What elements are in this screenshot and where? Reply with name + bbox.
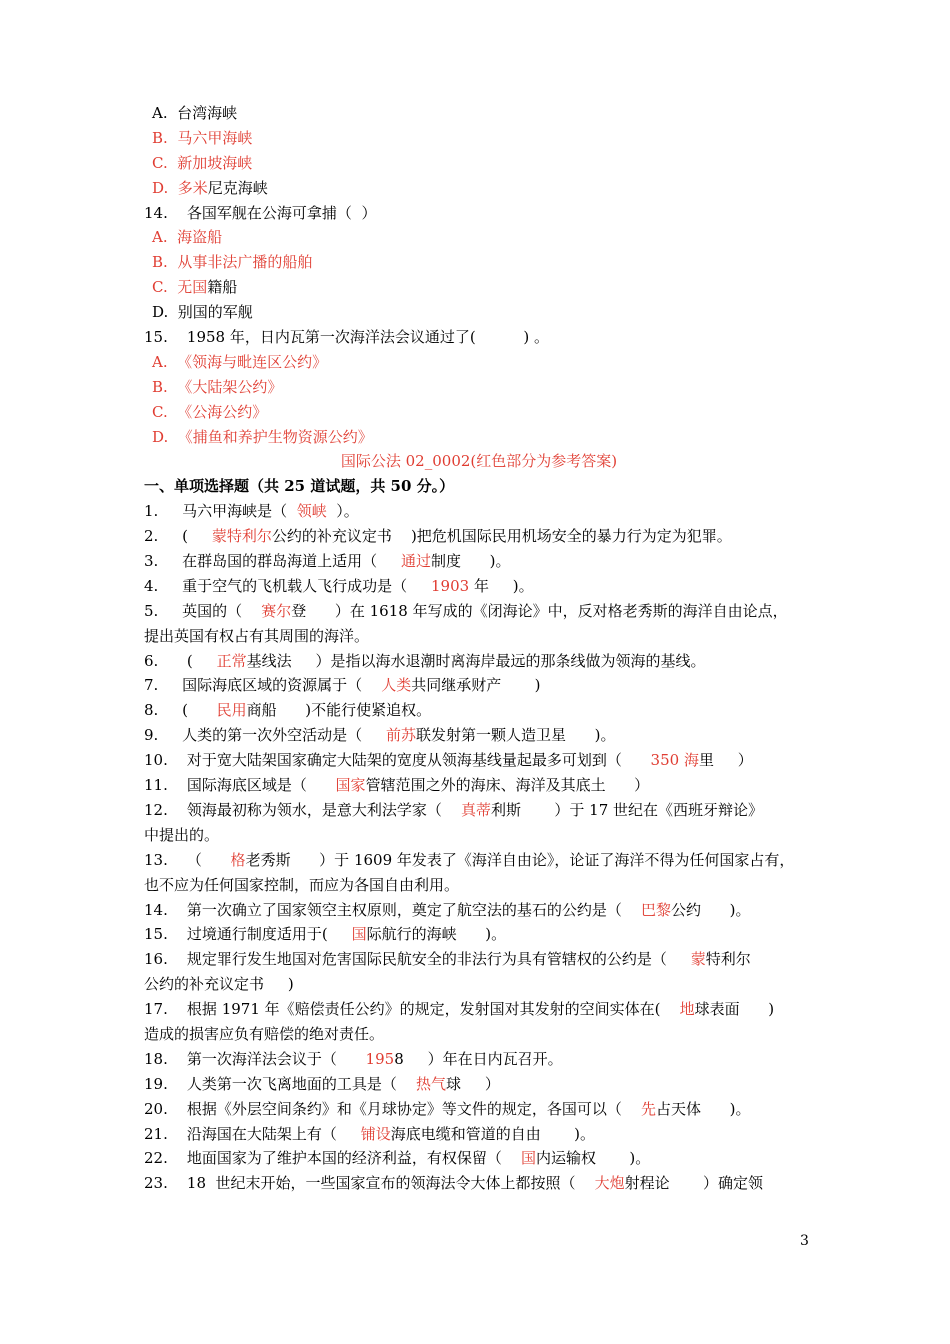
line-text: 9. 人类的第一次外空活动是（ — [144, 726, 386, 745]
line-text: 8 ）年在日内瓦召开。 — [394, 1049, 563, 1068]
text-line — [144, 624, 814, 649]
line-text: 15. 1958 年，日内瓦第一次海洋法会议通过了( ) 。 — [144, 328, 550, 347]
line-text: 里 ） — [698, 751, 753, 770]
line-text: 22. 地面国家为了维护本国的经济利益，有权保留（ — [144, 1149, 522, 1168]
answer-text: C. 《公海公约》 — [152, 402, 268, 421]
line-text: 造成的损害应负有赔偿的绝对责任。 — [144, 1024, 385, 1043]
text-line — [144, 1122, 814, 1147]
text-line — [144, 1146, 814, 1171]
text-line — [144, 1047, 814, 1072]
line-text: 尼克海峡 — [207, 178, 268, 197]
line-text: 7. 国际海底区域的资源属于（ — [144, 676, 382, 695]
answer-text: D. 多米 — [152, 178, 208, 197]
line-text: 海底电缆和管道的自由 )。 — [390, 1124, 596, 1143]
answer-text: 热气 — [416, 1074, 447, 1093]
text-line — [144, 947, 814, 972]
text-line — [144, 350, 814, 375]
text-line — [144, 126, 814, 151]
line-text: 10. 对于宽大陆架国家确定大陆架的宽度从领海基线量起最多可划到（ — [144, 751, 651, 770]
page-number: 3 — [800, 1233, 809, 1249]
line-text: 16. 规定罪行发生地国对危害国际民航安全的非法行为具有管辖权的公约是（ — [144, 950, 691, 969]
line-text: 利斯 ）于 17 世纪在《西班牙辩论》 — [491, 800, 764, 819]
line-text: 2. ( — [144, 527, 212, 546]
text-line — [144, 972, 814, 997]
line-text: 19. 人类第一次飞离地面的工具是（ — [144, 1074, 417, 1093]
line-text: 公约的补充议定书 )把危机国际民用机场安全的暴力行为定为犯罪。 — [271, 527, 732, 546]
text-line — [144, 176, 814, 201]
text-line — [144, 1171, 814, 1196]
line-text: 6. ( — [144, 651, 217, 670]
answer-text: C. 新加坡海峡 — [152, 153, 253, 172]
answer-text: 国家 — [335, 776, 366, 795]
line-text: 公约 )。 — [671, 900, 751, 919]
line-text: 射程论 ）确定领 — [624, 1174, 764, 1193]
text-line — [144, 922, 814, 947]
answer-text: B. 从事非法广播的船舶 — [152, 253, 313, 272]
line-text: 17. 根据 1971 年《赔偿责任公约》的规定，发射国对其发射的空间实体在( — [144, 1000, 680, 1019]
line-text: 年 )。 — [469, 576, 534, 595]
line-text: 特利尔 — [705, 950, 751, 969]
text-line — [144, 1097, 814, 1122]
line-text: 5. 英国的（ — [144, 601, 262, 620]
answer-text: 蒙特利尔 — [211, 527, 272, 546]
text-line — [144, 698, 814, 723]
line-text: 籍船 — [207, 278, 238, 297]
text-line — [144, 225, 814, 250]
line-text: 管辖范围之外的海床、海洋及其底土 ） — [365, 776, 650, 795]
text-line — [144, 574, 814, 599]
answer-text: 领峡 — [296, 502, 327, 521]
line-text: A. 台湾海峡 — [152, 104, 238, 122]
text-line — [144, 275, 814, 300]
answer-text: D. 《捕鱼和养护生物资源公约》 — [152, 427, 373, 446]
line-text: 8. ( — [144, 701, 217, 720]
line-text: 公约的补充议定书 ) — [144, 975, 294, 994]
line-text: 3. 在群岛国的群岛海道上适用（ — [144, 552, 401, 571]
text-line — [144, 997, 814, 1022]
answer-text: 真蒂 — [461, 800, 492, 819]
answer-text: 195 — [365, 1049, 395, 1068]
line-text: 14. 各国军舰在公海可拿捕（ ） — [144, 203, 377, 222]
text-line — [144, 748, 814, 773]
answer-text: 大炮 — [594, 1174, 625, 1193]
text-line — [144, 848, 814, 873]
answer-text: 格 — [230, 850, 246, 869]
text-line — [144, 673, 814, 698]
text-line — [144, 599, 814, 624]
answer-text: A. 《领海与毗连区公约》 — [152, 352, 328, 371]
answer-text: 民用 — [216, 701, 247, 720]
answer-text: 国 — [351, 925, 367, 944]
line-text: 制度 )。 — [431, 552, 511, 571]
line-text: 1. 马六甲海峡是（ — [144, 502, 297, 521]
text-line — [144, 101, 814, 126]
text-line — [144, 250, 814, 275]
document-body — [144, 101, 814, 1196]
text-line — [144, 375, 814, 400]
line-text: 商船 )不能行使紧追权。 — [246, 701, 432, 720]
answer-text: 通过 — [401, 552, 432, 571]
line-text: 23. 18 世纪末开始，一些国家宣布的领海法令大体上都按照（ — [144, 1174, 595, 1193]
line-text: 球表面 ) — [694, 1000, 775, 1019]
line-text: 15. 过境通行制度适用于( — [144, 925, 352, 944]
answer-text: B. 马六甲海峡 — [152, 128, 253, 147]
line-text: 内运输权 )。 — [536, 1149, 651, 1168]
answer-text: 正常 — [216, 651, 247, 670]
text-line — [144, 325, 814, 350]
text-line — [144, 1072, 814, 1097]
answer-text: A. 海盗船 — [152, 228, 223, 247]
line-text: 中提出的。 — [144, 825, 220, 844]
answer-text: 赛尔 — [261, 601, 292, 620]
line-text: 也不应为任何国家控制，而应为各国自由利用。 — [144, 875, 460, 894]
answer-text: C. 无国 — [152, 278, 208, 297]
line-text: 占天体 )。 — [656, 1099, 751, 1118]
line-text: ）。 — [326, 502, 359, 521]
line-text: 球 ） — [446, 1074, 500, 1093]
line-text: D. 别国的军舰 — [152, 303, 253, 322]
text-line — [144, 723, 814, 748]
text-line — [144, 873, 814, 898]
answer-text: 前苏 — [386, 726, 417, 745]
line-text: 际航行的海峡 )。 — [366, 925, 507, 944]
line-text: 18. 第一次海洋法会议于（ — [144, 1049, 366, 1068]
line-text: 13. （ — [144, 850, 231, 869]
text-line — [144, 823, 814, 848]
text-line — [144, 400, 814, 425]
answer-text: 国 — [521, 1149, 537, 1168]
line-text: 4. 重于空气的飞机载人飞行成功是（ — [144, 576, 431, 595]
answer-text: 巴黎 — [641, 900, 672, 919]
text-line — [144, 524, 814, 549]
text-line — [144, 898, 814, 923]
answer-text: 350 海 — [650, 751, 699, 770]
text-line — [144, 773, 814, 798]
text-line — [144, 449, 814, 474]
answer-text: 铺设 — [360, 1124, 391, 1143]
line-text: 联发射第一颗人造卫星 )。 — [416, 726, 616, 745]
line-text: 老秀斯 ）于 1609 年发表了《海洋自由论》，论证了海洋不得为任何国家占有， — [245, 850, 795, 869]
text-line — [144, 649, 814, 674]
text-line — [144, 300, 814, 325]
answer-text: 先 — [641, 1099, 657, 1118]
text-line — [144, 798, 814, 823]
text-line — [144, 499, 814, 524]
answer-text: 人类 — [381, 676, 412, 695]
line-text: 共同继承财产 ) — [411, 676, 541, 695]
line-text: 12. 领海最初称为领水，是意大利法学家（ — [144, 800, 462, 819]
answer-text: 蒙 — [690, 950, 706, 969]
text-line — [144, 1022, 814, 1047]
line-text: 一、单项选择题（共 25 道试题，共 50 分。） — [144, 477, 455, 496]
text-line — [144, 151, 814, 176]
text-line — [144, 425, 814, 450]
line-text: 基线法 ）是指以海水退潮时离海岸最远的那条线做为领海的基线。 — [246, 651, 706, 670]
line-text: 提出英国有权占有其周围的海洋。 — [144, 626, 370, 645]
answer-text: 国际公法 02_0002(红色部分为参考答案) — [340, 452, 618, 471]
answer-text: 地 — [679, 1000, 695, 1019]
line-text: 14. 第一次确立了国家领空主权原则，奠定了航空法的基石的公约是（ — [144, 900, 642, 919]
line-text: 11. 国际海底区域是（ — [144, 776, 336, 795]
line-text: 登 ）在 1618 年写成的《闭海论》中，反对格老秀斯的海洋自由论点， — [291, 601, 788, 620]
answer-text: 1903 — [431, 576, 470, 595]
text-line — [144, 201, 814, 226]
line-text: 20. 根据《外层空间条约》和《月球协定》等文件的规定，各国可以（ — [144, 1099, 642, 1118]
answer-text: B. 《大陆架公约》 — [152, 377, 283, 396]
text-line — [144, 549, 814, 574]
line-text: 21. 沿海国在大陆架上有（ — [144, 1124, 361, 1143]
text-line — [144, 474, 814, 499]
